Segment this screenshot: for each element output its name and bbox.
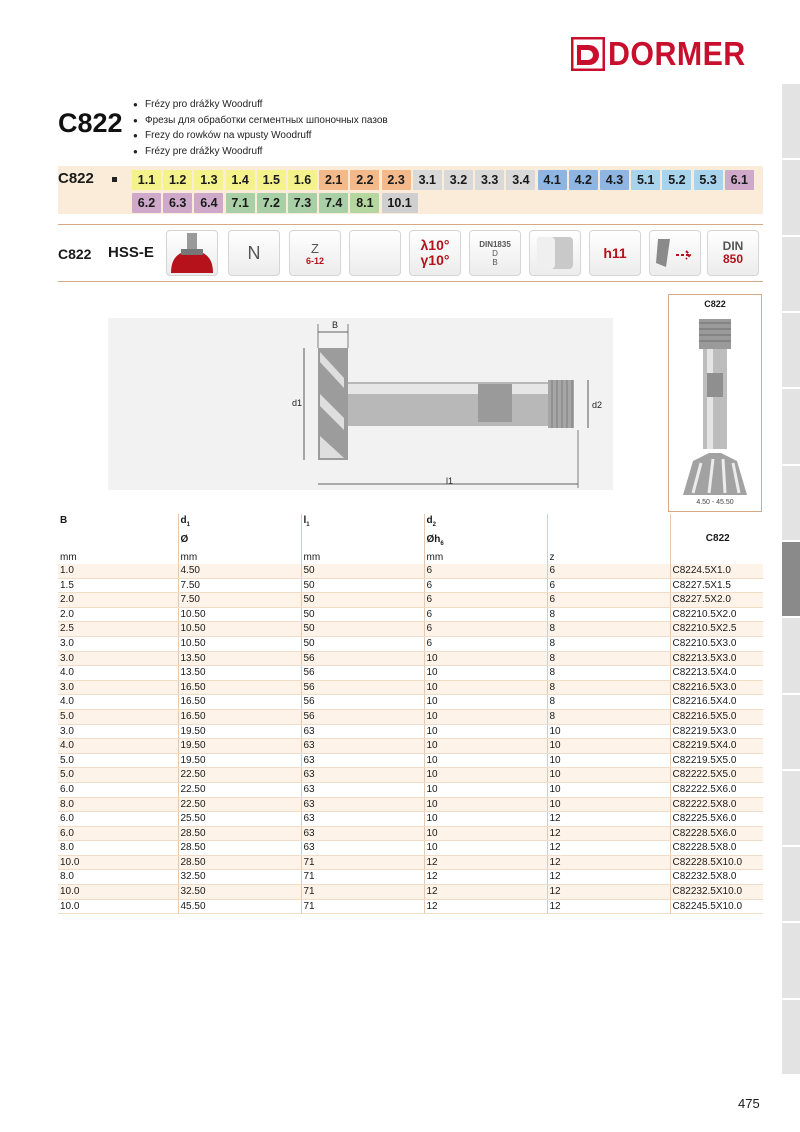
table-cell: 10 — [547, 782, 670, 797]
table-cell: 10 — [424, 797, 547, 812]
table-cell: C82222.5X8.0 — [670, 797, 763, 812]
table-cell: 6 — [424, 593, 547, 608]
material-group-chip: 7.3 — [288, 193, 317, 213]
edge-tab[interactable] — [782, 466, 800, 540]
table-cell: 8 — [547, 636, 670, 651]
description-item: ● Фрезы для обработки сегментных шпоночных пазов — [133, 113, 388, 129]
material-group-chip: 3.3 — [475, 170, 504, 190]
edge-tab[interactable] — [782, 618, 800, 692]
table-cell: 6 — [424, 578, 547, 593]
edge-tab[interactable] — [782, 160, 800, 234]
cutter-photo — [679, 313, 751, 495]
table-cell: 10 — [424, 782, 547, 797]
din-label: DIN — [722, 239, 744, 253]
table-cell: 6.0 — [58, 826, 178, 841]
din-b-label: B — [492, 257, 498, 267]
table-cell: 28.50 — [178, 841, 301, 856]
table-cell: 7.50 — [178, 593, 301, 608]
material-group-chip: 6.4 — [194, 193, 223, 213]
table-cell: 8 — [547, 651, 670, 666]
table-cell: 10 — [424, 666, 547, 681]
flutes-z-label: Z — [311, 240, 319, 256]
table-cell: 71 — [301, 899, 424, 914]
table-cell: C82210.5X2.0 — [670, 607, 763, 622]
table-cell: C82219.5X3.0 — [670, 724, 763, 739]
table-cell: C82210.5X2.5 — [670, 622, 763, 637]
table-cell: 71 — [301, 885, 424, 900]
table-cell: 6 — [547, 564, 670, 578]
table-cell: 10.0 — [58, 885, 178, 900]
material-group-chip: 5.2 — [662, 170, 691, 190]
table-cell: 16.50 — [178, 709, 301, 724]
table-cell: 71 — [301, 870, 424, 885]
table-cell: C82216.5X5.0 — [670, 709, 763, 724]
table-cell: 6 — [424, 622, 547, 637]
table-cell: 6 — [424, 564, 547, 578]
material-group-chip: 2.1 — [319, 170, 348, 190]
table-cell: 22.50 — [178, 797, 301, 812]
table-cell: 10 — [547, 739, 670, 754]
material-band-code: C822 — [58, 170, 94, 187]
material-group-chip: 4.1 — [538, 170, 567, 190]
table-cell: 45.50 — [178, 899, 301, 914]
table-cell: C82213.5X4.0 — [670, 666, 763, 681]
material-bullet-icon — [112, 177, 117, 182]
table-cell: 12 — [547, 885, 670, 900]
din-850-icon — [707, 230, 759, 276]
dim-d1-label: d1 — [292, 398, 303, 408]
table-cell: 10 — [424, 768, 547, 783]
table-cell: 19.50 — [178, 724, 301, 739]
blank-icon — [349, 230, 401, 276]
table-cell: 2.0 — [58, 607, 178, 622]
material-group-chip: 1.5 — [257, 170, 286, 190]
table-cell: 56 — [301, 680, 424, 695]
table-cell: C82216.5X3.0 — [670, 680, 763, 695]
material-group-chip: 6.2 — [132, 193, 161, 213]
table-cell: 10 — [424, 739, 547, 754]
table-cell: 2.5 — [58, 622, 178, 637]
table-cell: 8 — [547, 709, 670, 724]
flutes-range: 6-12 — [305, 255, 324, 266]
table-cell: 50 — [301, 607, 424, 622]
header-d1: $d_1$ Ø — [178, 514, 301, 552]
table-cell: 10.0 — [58, 855, 178, 870]
table-row — [58, 636, 763, 651]
table-cell: 12 — [547, 812, 670, 827]
table-cell: 8.0 — [58, 797, 178, 812]
table-cell: 12 — [547, 855, 670, 870]
tolerance-label: h11 — [603, 245, 627, 261]
table-cell: C82228.5X8.0 — [670, 841, 763, 856]
tolerance-icon — [589, 230, 641, 276]
table-cell: 63 — [301, 768, 424, 783]
table-cell: 32.50 — [178, 885, 301, 900]
edge-tab[interactable] — [782, 923, 800, 997]
table-cell: 16.50 — [178, 695, 301, 710]
product-descriptions — [133, 97, 388, 159]
table-cell: 10 — [424, 651, 547, 666]
table-row — [58, 564, 763, 578]
table-row — [58, 578, 763, 593]
product-thumbnail — [668, 294, 762, 512]
table-cell: 6 — [424, 607, 547, 622]
table-cell: C82225.5X6.0 — [670, 812, 763, 827]
table-cell: 10.50 — [178, 622, 301, 637]
unit-d1: mm — [178, 552, 301, 564]
table-cell: 56 — [301, 695, 424, 710]
table-cell: 8 — [547, 666, 670, 681]
table-cell: 12 — [424, 870, 547, 885]
material-group-chip: 1.6 — [288, 170, 317, 190]
table-cell: 8.0 — [58, 841, 178, 856]
edge-tab[interactable] — [782, 313, 800, 387]
material-group-chip: 5.1 — [631, 170, 660, 190]
coating-finish-icon — [529, 230, 581, 276]
table-row — [58, 739, 763, 754]
table-row — [58, 870, 763, 885]
table-cell: 12 — [547, 899, 670, 914]
material-group-chip: 3.2 — [444, 170, 473, 190]
table-cell: 10 — [424, 826, 547, 841]
unit-l1: mm — [301, 552, 424, 564]
table-cell: 10.50 — [178, 607, 301, 622]
unit-b: mm — [58, 552, 178, 564]
table-cell: 8 — [547, 695, 670, 710]
table-cell: C82232.5X10.0 — [670, 885, 763, 900]
table-cell: 22.50 — [178, 768, 301, 783]
table-cell: 12 — [547, 870, 670, 885]
table-cell: 3.0 — [58, 651, 178, 666]
description-item: ● Frézy pre drážky Woodruff — [133, 144, 388, 160]
edge-tab-active[interactable] — [782, 542, 800, 616]
table-cell: 3.0 — [58, 680, 178, 695]
table-cell: 8.0 — [58, 870, 178, 885]
table-row — [58, 680, 763, 695]
table-cell: 10 — [424, 709, 547, 724]
thumbnail-title: C822 — [704, 299, 726, 309]
table-cell: 16.50 — [178, 680, 301, 695]
table-cell: 50 — [301, 593, 424, 608]
table-cell: 10 — [424, 724, 547, 739]
table-cell: 8 — [547, 607, 670, 622]
material-group-chip: 10.1 — [382, 193, 418, 213]
thumbnail-range: 4.50 - 45.50 — [696, 499, 734, 506]
cutter-drawing — [108, 318, 613, 490]
unit-z: z — [547, 552, 670, 564]
table-cell: 13.50 — [178, 651, 301, 666]
table-cell: C82213.5X3.0 — [670, 651, 763, 666]
dormer-logo-icon — [571, 37, 605, 71]
table-cell: C82219.5X5.0 — [670, 753, 763, 768]
dim-d2-label: d2 — [592, 400, 603, 410]
table-cell: 50 — [301, 578, 424, 593]
table-cell: 8 — [547, 680, 670, 695]
material-group-chip: 2.3 — [382, 170, 411, 190]
table-cell: 56 — [301, 709, 424, 724]
table-cell: C82222.5X5.0 — [670, 768, 763, 783]
material-group-chip: 3.4 — [506, 170, 535, 190]
table-row — [58, 855, 763, 870]
table-row — [58, 768, 763, 783]
type-n-icon — [228, 230, 280, 276]
header-z — [547, 514, 670, 552]
table-row — [58, 709, 763, 724]
material-group-chip: 6.1 — [725, 170, 754, 190]
table-cell: 10 — [547, 797, 670, 812]
table-cell: 4.50 — [178, 564, 301, 578]
brand-name: DORMER — [608, 35, 746, 72]
table-cell: 6.0 — [58, 782, 178, 797]
table-cell: 10 — [424, 753, 547, 768]
table-cell: C82219.5X4.0 — [670, 739, 763, 754]
dim-b-label: B — [332, 320, 339, 330]
woodruff-cutter-icon — [166, 230, 218, 276]
table-cell: 19.50 — [178, 753, 301, 768]
table-cell: 12 — [424, 855, 547, 870]
table-cell: C82216.5X4.0 — [670, 695, 763, 710]
header-product-code: C822 — [670, 514, 763, 564]
table-cell: 13.50 — [178, 666, 301, 681]
table-cell: 63 — [301, 753, 424, 768]
table-cell: 50 — [301, 564, 424, 578]
table-cell: 8 — [547, 622, 670, 637]
table-cell: 56 — [301, 666, 424, 681]
table-row — [58, 724, 763, 739]
table-row — [58, 812, 763, 827]
table-row — [58, 651, 763, 666]
section-edge-tabs — [782, 84, 800, 1074]
table-cell: 63 — [301, 739, 424, 754]
table-cell: 5.0 — [58, 709, 178, 724]
edge-tab[interactable] — [782, 847, 800, 921]
table-row — [58, 607, 763, 622]
table-row — [58, 753, 763, 768]
material-group-chip: 7.4 — [319, 193, 348, 213]
table-cell: 1.0 — [58, 564, 178, 578]
material-group-chip: 7.2 — [257, 193, 286, 213]
din-1835-label: DIN1835 — [479, 239, 511, 249]
din-d-label: D — [492, 248, 498, 258]
table-cell: 2.0 — [58, 593, 178, 608]
table-cell: 10.50 — [178, 636, 301, 651]
table-cell: 6 — [547, 593, 670, 608]
table-cell: 10 — [547, 753, 670, 768]
table-cell: 10.0 — [58, 899, 178, 914]
material-group-chip: 1.2 — [163, 170, 192, 190]
material-group-chip: 8.1 — [350, 193, 379, 213]
table-cell: 10 — [424, 841, 547, 856]
edge-tab[interactable] — [782, 771, 800, 845]
table-row — [58, 622, 763, 637]
table-row — [58, 826, 763, 841]
table-cell: 63 — [301, 812, 424, 827]
table-cell: C82210.5X3.0 — [670, 636, 763, 651]
table-cell: C82228.5X10.0 — [670, 855, 763, 870]
table-cell: 12 — [547, 841, 670, 856]
table-cell: 5.0 — [58, 753, 178, 768]
table-cell: C8227.5X2.0 — [670, 593, 763, 608]
page-number: 475 — [738, 1096, 760, 1111]
table-cell: 12 — [424, 885, 547, 900]
table-cell: 25.50 — [178, 812, 301, 827]
table-row — [58, 899, 763, 914]
material-group-chip: 1.3 — [194, 170, 223, 190]
header-l1: $l_1$ — [301, 514, 424, 552]
table-cell: 19.50 — [178, 739, 301, 754]
description-item: ● Frezy do rowków na wpusty Woodruff — [133, 128, 388, 144]
material-group-chip: 2.2 — [350, 170, 379, 190]
brand-logo — [571, 36, 758, 72]
lambda-angle: λ10° — [420, 237, 450, 253]
material-group-chip: 4.3 — [600, 170, 629, 190]
table-cell: 28.50 — [178, 826, 301, 841]
type-n-label: N — [247, 242, 261, 263]
material-group-chip: 4.2 — [569, 170, 598, 190]
table-cell: 6 — [424, 636, 547, 651]
table-cell: 71 — [301, 855, 424, 870]
table-cell: 5.0 — [58, 768, 178, 783]
edge-tab[interactable] — [782, 389, 800, 463]
table-cell: 22.50 — [178, 782, 301, 797]
header-b: B — [58, 514, 178, 552]
edge-tab[interactable] — [782, 84, 800, 158]
table-cell: C8227.5X1.5 — [670, 578, 763, 593]
dim-l1-label: l1 — [446, 476, 454, 486]
table-cell: 10 — [424, 812, 547, 827]
table-cell: 3.0 — [58, 636, 178, 651]
material-group-chip: 7.1 — [226, 193, 255, 213]
table-cell: 63 — [301, 797, 424, 812]
edge-tab[interactable] — [782, 1000, 800, 1074]
unit-d2: mm — [424, 552, 547, 564]
gamma-angle: γ10° — [420, 252, 450, 268]
specification-table — [58, 514, 763, 914]
table-cell: 12 — [547, 826, 670, 841]
flutes-icon — [289, 230, 341, 276]
table-cell: C82222.5X6.0 — [670, 782, 763, 797]
table-cell: 28.50 — [178, 855, 301, 870]
table-row — [58, 797, 763, 812]
material-group-chip: 1.4 — [226, 170, 255, 190]
technical-drawing — [108, 318, 613, 490]
table-cell: 10 — [547, 724, 670, 739]
din-number: 850 — [722, 252, 744, 266]
table-cell: 10 — [424, 680, 547, 695]
table-cell: 3.0 — [58, 724, 178, 739]
material-group-chip: 6.3 — [163, 193, 192, 213]
table-cell: 63 — [301, 841, 424, 856]
table-cell: 1.5 — [58, 578, 178, 593]
table-cell: 50 — [301, 636, 424, 651]
edge-tab[interactable] — [782, 695, 800, 769]
angles-icon — [409, 230, 461, 276]
table-cell: 63 — [301, 724, 424, 739]
table-row — [58, 593, 763, 608]
product-title: C822 — [58, 108, 123, 138]
table-cell: 6.0 — [58, 812, 178, 827]
table-cell: 6 — [547, 578, 670, 593]
table-cell: 56 — [301, 651, 424, 666]
table-cell: C82232.5X8.0 — [670, 870, 763, 885]
table-cell: 50 — [301, 622, 424, 637]
table-cell: 7.50 — [178, 578, 301, 593]
icon-band-bottom-rule — [58, 281, 763, 282]
table-cell: 10 — [424, 695, 547, 710]
din-1835-shank-icon — [469, 230, 521, 276]
material-group-chip: 3.1 — [413, 170, 442, 190]
table-cell: C82228.5X6.0 — [670, 826, 763, 841]
table-cell: 4.0 — [58, 695, 178, 710]
table-cell: 63 — [301, 782, 424, 797]
table-cell: 12 — [424, 899, 547, 914]
table-row — [58, 885, 763, 900]
table-cell: 32.50 — [178, 870, 301, 885]
table-cell: 10 — [547, 768, 670, 783]
table-cell: 4.0 — [58, 739, 178, 754]
table-row — [58, 695, 763, 710]
specification-rows — [58, 564, 763, 914]
table-row — [58, 666, 763, 681]
icon-band-top-rule — [58, 224, 763, 225]
table-cell: C8224.5X1.0 — [670, 564, 763, 578]
edge-tab[interactable] — [782, 237, 800, 311]
cutting-direction-icon — [649, 230, 701, 276]
table-row — [58, 782, 763, 797]
table-cell: 4.0 — [58, 666, 178, 681]
header-d2: $d_2$ $Øh_6$ — [424, 514, 547, 552]
table-cell: 63 — [301, 826, 424, 841]
description-item: ● Frézy pro drážky Woodruff — [133, 97, 388, 113]
table-cell: C82245.5X10.0 — [670, 899, 763, 914]
material-group-chip: 1.1 — [132, 170, 161, 190]
icon-band-code: C822 — [58, 246, 92, 262]
material-hss-e: HSS-E — [108, 244, 154, 261]
table-row — [58, 841, 763, 856]
material-group-chip: 5.3 — [694, 170, 723, 190]
